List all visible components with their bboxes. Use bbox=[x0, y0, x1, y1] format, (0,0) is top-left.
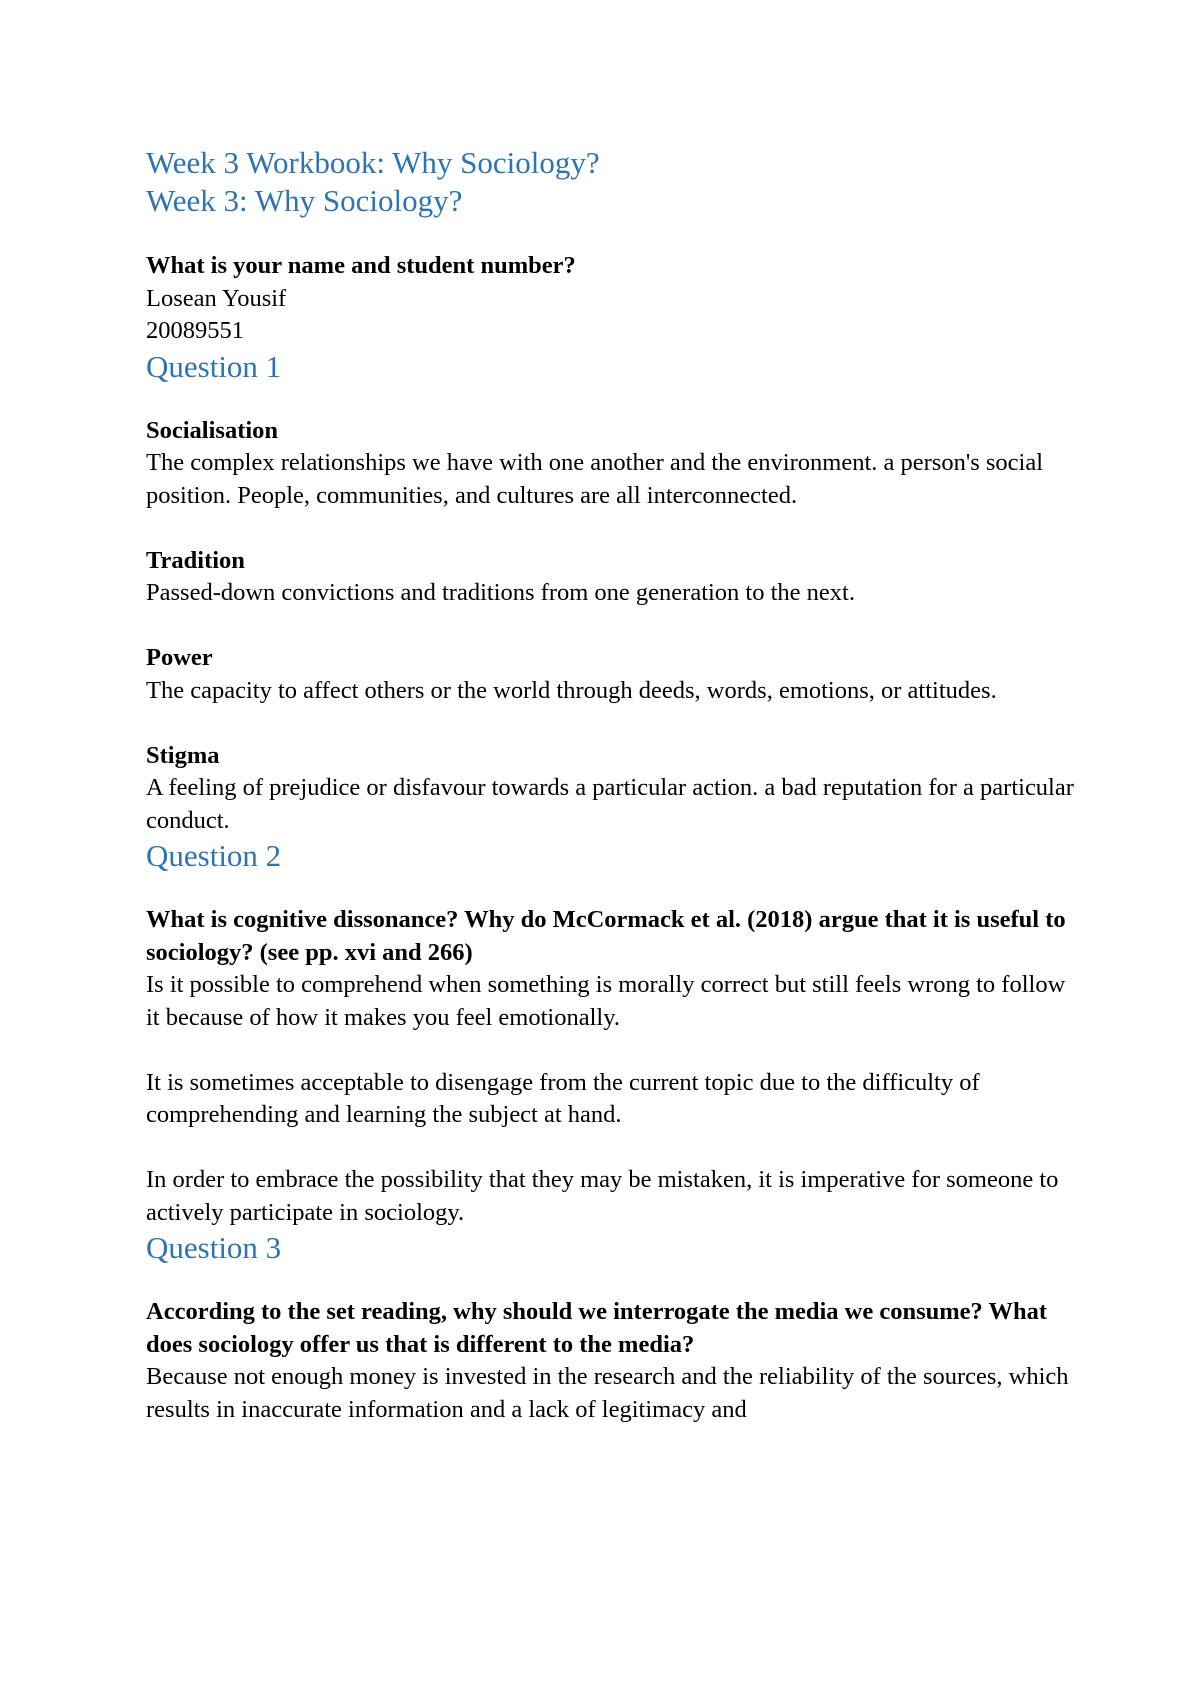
spacer bbox=[146, 220, 1076, 250]
spacer bbox=[146, 874, 1076, 904]
name-prompt: What is your name and student number? bbox=[146, 252, 576, 279]
student-number: 20089551 bbox=[146, 317, 244, 344]
document-subtitle: Week 3: Why Sociology? bbox=[146, 183, 463, 218]
definition-power: The capacity to affect others or the world through deeds, words, emotions, or attitudes. bbox=[146, 676, 997, 704]
spacer bbox=[146, 512, 1076, 545]
document-title: Week 3 Workbook: Why Sociology? bbox=[146, 145, 600, 180]
question-2-answer-2: It is sometimes acceptable to disengage from the current topic due to the difficulty of comprehending and learning the subject at hand. bbox=[146, 1068, 980, 1128]
student-name: Losean Yousif bbox=[146, 284, 287, 312]
question-3-heading: Question 3 bbox=[146, 1230, 282, 1265]
question-3-answer: Because not enough money is invested in the research and the reliability of the sources, which results in inaccurate information and a lack of legitimacy and bbox=[146, 1363, 1069, 1423]
term-tradition: Tradition bbox=[146, 546, 245, 574]
term-stigma: Stigma bbox=[146, 741, 220, 769]
spacer bbox=[146, 1266, 1076, 1296]
definition-socialisation: The complex relationships we have with one another and the environment. a person's social position. People, communities, and cultures are all interconnected. bbox=[146, 449, 1044, 509]
definition-tradition: Passed-down convictions and traditions from one generation to the next. bbox=[146, 579, 855, 606]
spacer bbox=[146, 385, 1076, 415]
document-body bbox=[146, 144, 1076, 1426]
spacer bbox=[146, 610, 1076, 643]
question-2-heading: Question 2 bbox=[146, 838, 282, 873]
term-socialisation: Socialisation bbox=[146, 416, 279, 444]
question-3-prompt: According to the set reading, why should we interrogate the media we consume? What does sociology offer us that is different to the media? bbox=[146, 1298, 1048, 1358]
spacer bbox=[146, 1132, 1076, 1165]
question-2-prompt: What is cognitive dissonance? Why do McCormack et al. (2018) argue that it is useful to sociology? (see pp. xvi and 266) bbox=[146, 906, 1066, 966]
question-1-heading: Question 1 bbox=[146, 348, 282, 384]
term-power: Power bbox=[146, 644, 213, 671]
spacer bbox=[146, 1034, 1076, 1067]
definition-stigma: A feeling of prejudice or disfavour towards a particular action. a bad reputation for a particular conduct. bbox=[146, 774, 1074, 834]
question-2-answer-3: In order to embrace the possibility that they may be mistaken, it is imperative for someone to actively participate in sociology. bbox=[146, 1166, 1059, 1226]
spacer bbox=[146, 707, 1076, 740]
question-2-answer-1: Is it possible to comprehend when something is morally correct but still feels wrong to follow it because of how it makes you feel emotionally. bbox=[146, 971, 1066, 1031]
